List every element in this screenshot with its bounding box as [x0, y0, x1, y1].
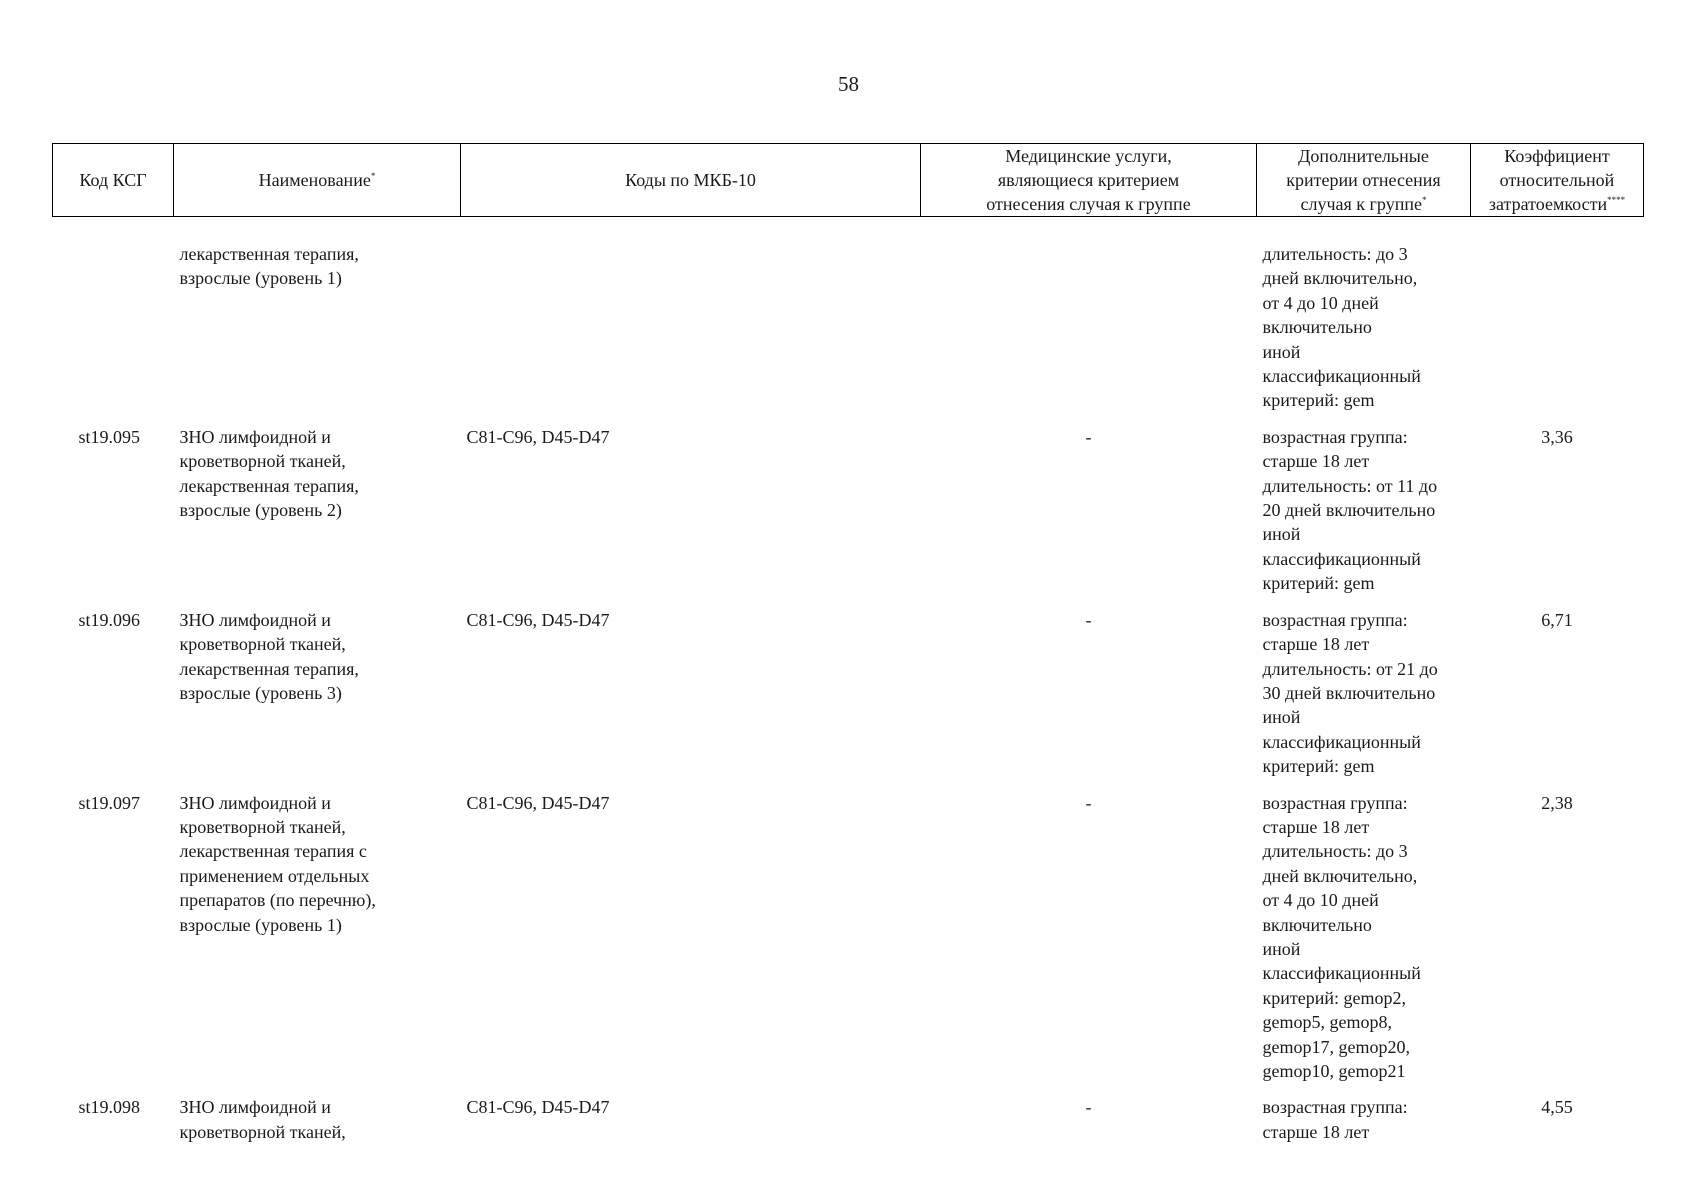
cell-icd: C81-C96, D45-D47: [466, 426, 610, 447]
cell-name: лекарственная терапия, взрослые (уровень 1): [179, 244, 359, 289]
cell-services: -: [1085, 1097, 1092, 1118]
header-services: Медицинские услуги, являющиеся критерием отнесения случая к группе: [921, 144, 1257, 217]
header-name: Наименование*: [174, 144, 461, 217]
cell-services: -: [1085, 609, 1092, 630]
header-extra-mark: *: [1421, 195, 1427, 205]
header-coef: Коэффициент относительной затратоемкости****: [1471, 144, 1644, 217]
table-row: [53, 608, 1644, 791]
header-row: [53, 144, 1644, 217]
header-icd: Коды по МКБ-10: [461, 144, 921, 217]
cell-name: ЗНО лимфоидной и кроветворной тканей,: [179, 1097, 346, 1142]
header-coef-mark: ****: [1607, 195, 1626, 205]
ksg-table: [52, 143, 1644, 1156]
cell-extra: длительность: до 3 дней включительно, от 4 до 10 дней включительно иной классификационный критерий: gem: [1262, 244, 1421, 411]
cell-services: [921, 217, 1257, 425]
cell-name: ЗНО лимфоидной и кроветворной тканей, лекарственная терапия, взрослые (уровень 3): [179, 609, 359, 703]
cell-services: -: [1085, 792, 1092, 813]
table-row: [53, 1095, 1644, 1156]
cell-icd: C81-C96, D45-D47: [466, 792, 610, 813]
header-extra: Дополнительные критерии отнесения случая к группе*: [1257, 144, 1471, 217]
cell-icd: C81-C96, D45-D47: [466, 1097, 610, 1118]
cell-services: -: [1085, 426, 1092, 447]
cell-code: st19.098: [78, 1097, 141, 1118]
cell-code: [53, 217, 174, 425]
cell-coef: 3,36: [1541, 426, 1573, 447]
cell-coef: 6,71: [1541, 609, 1573, 630]
cell-icd: [461, 217, 921, 425]
table-row: [53, 217, 1644, 425]
table-row: [53, 425, 1644, 608]
cell-code: st19.096: [78, 609, 141, 630]
cell-name: ЗНО лимфоидной и кроветворной тканей, лекарственная терапия с применением отдельных препаратов (по перечню), взрослые (уровень 1): [179, 792, 376, 935]
table-row: [53, 791, 1644, 1096]
cell-icd: C81-C96, D45-D47: [466, 609, 610, 630]
cell-extra: возрастная группа: старше 18 лет: [1262, 1097, 1408, 1142]
page-number: 58: [838, 72, 859, 96]
header-code: Код КСГ: [53, 144, 174, 217]
cell-name: ЗНО лимфоидной и кроветворной тканей, лекарственная терапия, взрослые (уровень 2): [179, 426, 359, 521]
cell-coef: [1471, 217, 1644, 425]
cell-coef: 2,38: [1541, 792, 1573, 813]
cell-code: st19.095: [78, 426, 141, 447]
cell-code: st19.097: [78, 792, 141, 813]
header-name-mark: *: [370, 171, 376, 181]
cell-extra: возрастная группа: старше 18 лет длительность: от 11 до 20 дней включительно иной классификационный критерий: gem: [1262, 426, 1438, 594]
cell-extra: возрастная группа: старше 18 лет длительность: от 21 до 30 дней включительно иной классификационный критерий: gem: [1262, 609, 1438, 777]
cell-coef: 4,55: [1541, 1097, 1573, 1118]
cell-extra: возрастная группа: старше 18 лет длительность: до 3 дней включительно, от 4 до 10 дней включительно иной классификационный критерий: gemop2, gemop5, gemop8, gemop17, gemop20, gemop10, gemop21: [1262, 792, 1421, 1081]
